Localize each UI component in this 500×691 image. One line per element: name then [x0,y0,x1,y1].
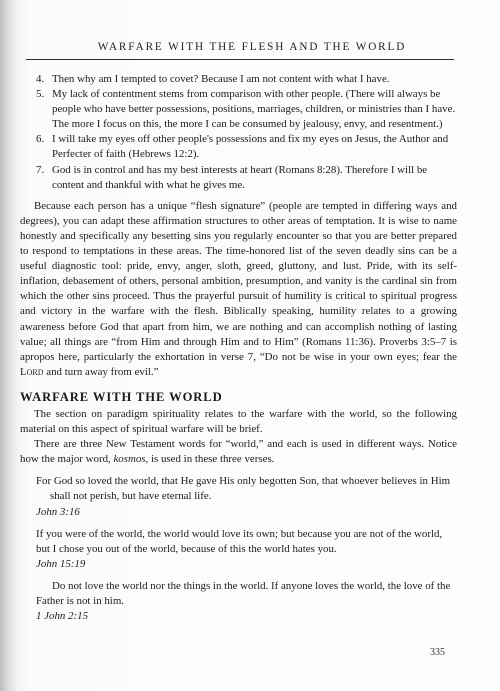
list-item-number: 5. [36,88,45,101]
list-item-text: Then why am I tempted to covet? Because I am not content with what I have. [52,73,390,85]
list-item-text: God is in control and has my best interests at heart (Romans 8:28). Therefore I will be content and thankful with what he gives me. [52,163,428,191]
quote-text: For God so loved the world, that He gave His only begotten Son, that whoever believes in Him shall not perish, but have eternal life. [36,475,451,503]
scripture-quote [20,474,457,519]
list-item-number: 7. [36,163,45,176]
list-item [36,132,457,162]
section-heading: WARFARE WITH THE WORLD [20,389,223,404]
scripture-quote [20,579,457,624]
lord-small-caps: Lord [20,365,44,378]
running-header: WARFARE WITH THE FLESH AND THE WORLD [97,41,407,53]
page-number: 335 [430,647,445,658]
paragraph-text: Because each person has a unique “flesh signature” (people are tempted in differing ways and degrees), you can adapt these affirmation structures to other areas of temptation. It is wise to name honestly and specifically any besetting sins you regularly encounter so that you are better prepared to respond to temptations in these areas. The time-honored list of the seven deadly sins can be a useful diagnostic tool: pride, envy, anger, sloth, greed, gluttony, and lust. Pride, with its self-inflation, debasement of others, personal ambition, presumption, and vanity is the cardinal sin from which the other sins proceed. Thus the prayerful pursuit of humility is critical to spiritual progress and victory in the warfare with the flesh. Biblically speaking, humility relates to a growing awareness before God that apart from him, we are nothing and can accomplish nothing of lasting value; all things are “from Him and through Him and to Him” (Romans 11:36). Proverbs 3:5–7 is apropos here, particularly the exhortation in verse 7, “Do not be wise in your own eyes; fear the [20,199,457,363]
body-paragraph [20,437,457,467]
quote-reference: John 15:19 [36,557,86,570]
scripture-quote [20,527,457,572]
header-rule [26,59,454,60]
quote-reference: John 3:16 [36,505,80,518]
list-item [36,163,457,193]
affirmation-list [20,72,457,193]
paragraph-text: , is used in these three verses. [145,453,275,466]
body-paragraph: The section on paradigm spirituality relates to the warfare with the world, so the following material on this aspect of spiritual warfare will be brief. [20,407,457,436]
paragraph-text: There are three New Testament words for “world,” and each is used in different ways. Notice how the major word, [20,438,457,466]
body-paragraph [20,199,457,380]
list-item-number: 4. [36,73,45,85]
list-item-number: 6. [36,133,45,146]
list-item-text: My lack of contentment stems from comparison with other people. (There will always be people who have better possessions, positions, marriages, children, or ministries than I have. The more I focus on this, the more I can be consumed by jealousy, envy, and resentment.) [52,88,456,131]
greek-word: kosmos [113,453,146,466]
page-body [20,72,457,624]
quote-reference: 1 John 2:15 [36,610,89,623]
list-item [36,87,457,132]
list-item [36,72,457,87]
quote-text: If you were of the world, the world would love its own; but because you are not of the world, but I chose you out of the world, because of this the world hates you. [36,527,443,555]
list-item-text: I will take my eyes off other people's possessions and fix my eyes on Jesus, the Author and Perfecter of faith (Hebrews 12:2). [52,133,449,161]
quote-text: Do not love the world nor the things in the world. If anyone loves the world, the love of the Father is not in him. [36,579,451,607]
paragraph-text: and turn away from evil.” [43,365,159,378]
